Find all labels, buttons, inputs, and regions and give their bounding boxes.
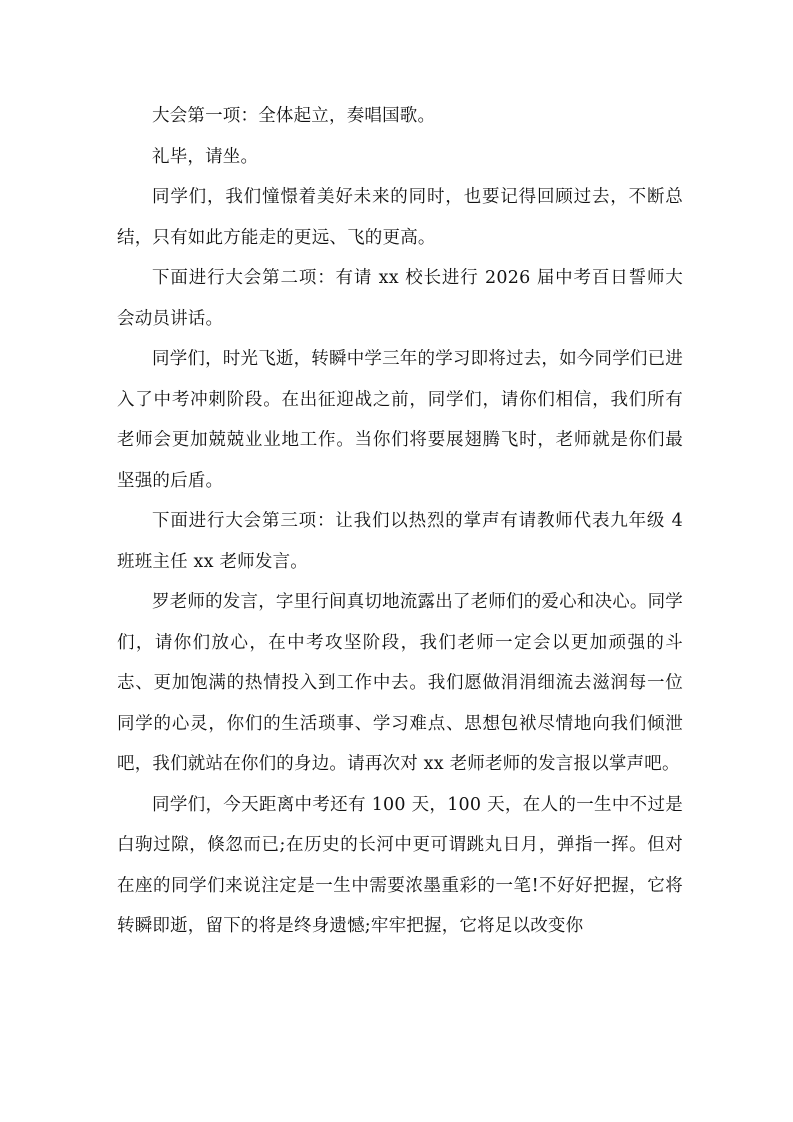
document-body — [117, 96, 683, 947]
paragraph-1: 大会第一项：全体起立，奏唱国歌。 — [152, 106, 436, 126]
paragraph-7: 罗老师的发言，字里行间真切地流露出了老师们的爱心和决心。同学们，请你们放心，在中考攻坚阶段，我们老师一定会以更加顽强的斗志、更加饱满的热情投入到工作中去。我们愿做涓涓细流去滋润每一位同学的心灵，你们的生活琐事、学习难点、思想包袱尽情地向我们倾泄吧，我们就站在你们的身边。请再次对 xx 老师老师的发言报以掌声吧。 — [117, 592, 683, 774]
paragraph-4: 下面进行大会第二项：有请 xx 校长进行 2026 届中考百日誓师大会动员讲话。 — [117, 268, 683, 329]
paragraph-6: 下面进行大会第三项：让我们以热烈的掌声有请教师代表九年级 4 班班主任 xx 老师发言。 — [117, 511, 683, 572]
paragraph-8: 同学们，今天距离中考还有 100 天，100 天，在人的一生中不过是白驹过隙，倏忽而已;在历史的长河中更可谓跳丸日月，弹指一挥。但对在座的同学们来说注定是一生中需要浓墨重彩的一笔!不好好把握，它将转瞬即逝，留下的将是终身遗憾;牢牢把握，它将足以改变你 — [117, 794, 683, 936]
paragraph-5: 同学们，时光飞逝，转瞬中学三年的学习即将过去，如今同学们已进入了中考冲刺阶段。在出征迎战之前，同学们，请你们相信，我们所有老师会更加兢兢业业地工作。当你们将要展翅腾飞时，老师就是你们最坚强的后盾。 — [117, 349, 683, 491]
paragraph-3: 同学们，我们憧憬着美好未来的同时，也要记得回顾过去，不断总结，只有如此方能走的更远、飞的更高。 — [117, 187, 683, 248]
paragraph-2: 礼毕，请坐。 — [152, 146, 259, 167]
